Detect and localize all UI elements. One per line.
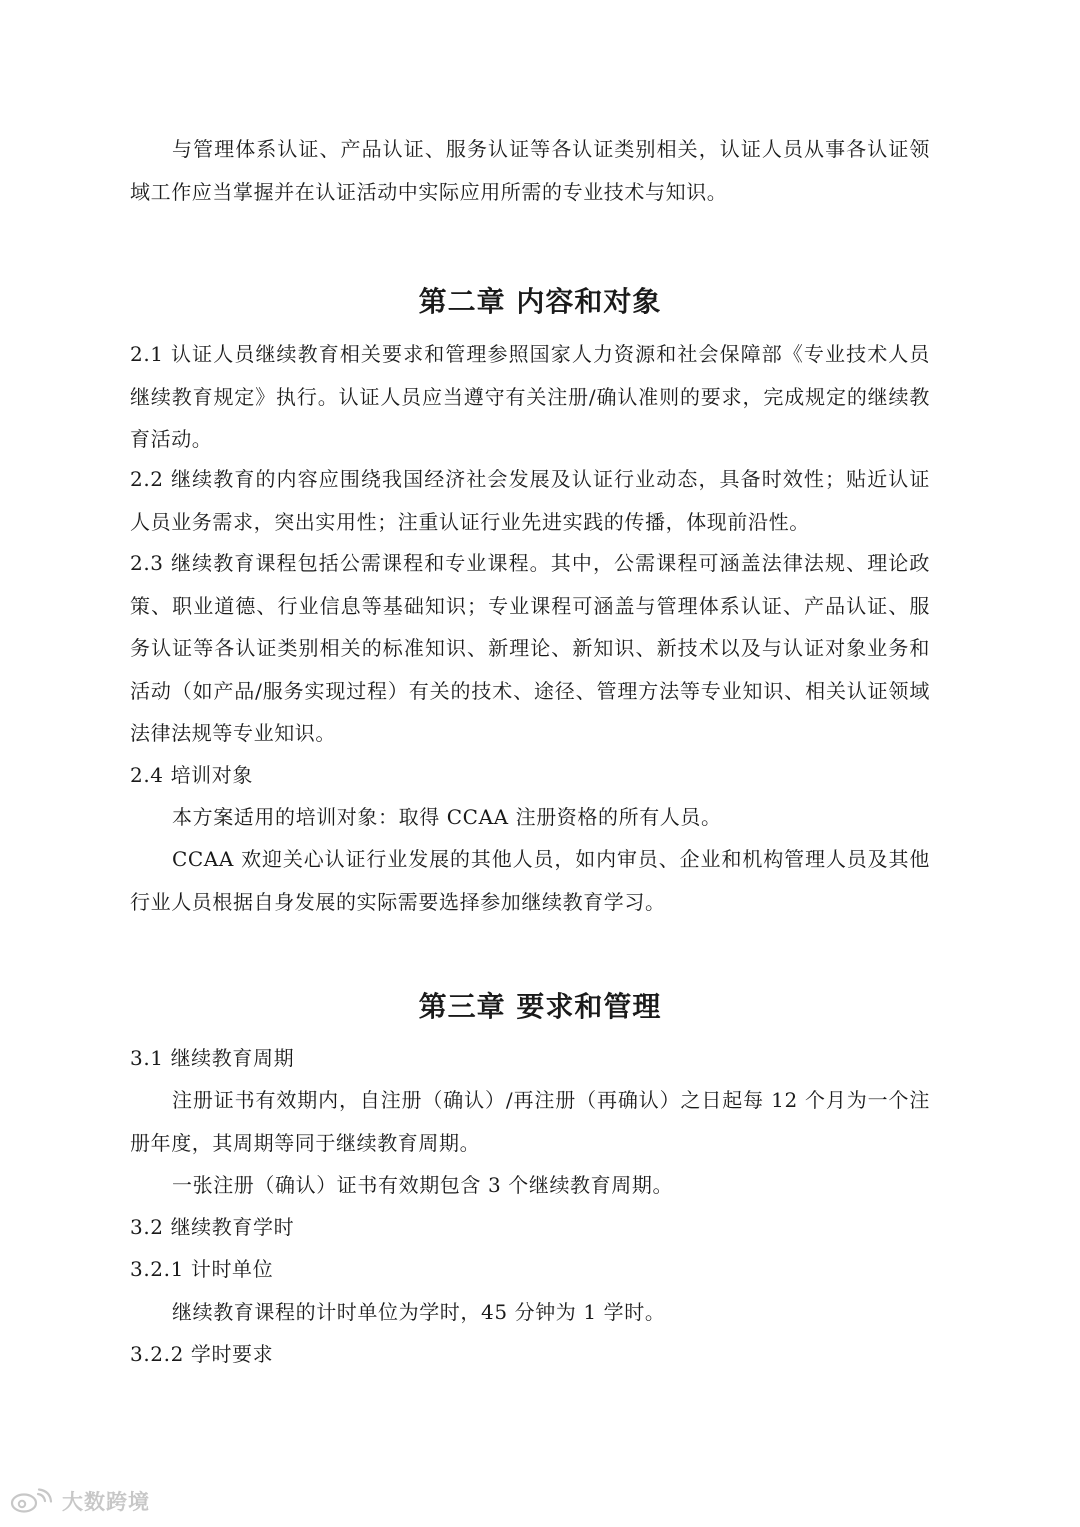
section-2-3: 2.3 继续教育课程包括公需课程和专业课程。其中，公需课程可涵盖法律法规、理论政策、职业道德、行业信息等基础知识；专业课程可涵盖与管理体系认证、产品认证、服务认证等各认证类别相关的标准知识、新理论、新知识、新技术以及与认证对象业务和活动（如产品/服务实现过程）有关的技术、途径、管理方法等专业知识、相关认证领域法律法规等专业知识。 bbox=[130, 551, 930, 745]
section-2-2: 2.2 继续教育的内容应围绕我国经济社会发展及认证行业动态，具备时效性；贴近认证人员业务需求，突出实用性；注重认证行业先进实践的传播，体现前沿性。 bbox=[130, 467, 930, 534]
watermark bbox=[10, 1488, 150, 1514]
chapter-2-title: 第二章 内容和对象 bbox=[418, 285, 662, 318]
section-3-2-heading: 3.2 继续教育学时 bbox=[130, 1215, 295, 1239]
section-3-1-heading: 3.1 继续教育周期 bbox=[130, 1046, 295, 1070]
intro-paragraph: 与管理体系认证、产品认证、服务认证等各认证类别相关，认证人员从事各认证领域工作应当掌握并在认证活动中实际应用所需的专业技术与知识。 bbox=[130, 137, 930, 204]
section-2-4-paragraph-1: 本方案适用的培训对象：取得 CCAA 注册资格的所有人员。 bbox=[172, 805, 722, 829]
section-3-2-2-heading: 3.2.2 学时要求 bbox=[130, 1342, 274, 1366]
section-3-2-1-paragraph: 继续教育课程的计时单位为学时，45 分钟为 1 学时。 bbox=[172, 1300, 666, 1324]
section-2-4-paragraph-2: CCAA 欢迎关心认证行业发展的其他人员，如内审员、企业和机构管理人员及其他行业人员根据自身发展的实际需要选择参加继续教育学习。 bbox=[130, 847, 930, 914]
section-2-4-heading: 2.4 培训对象 bbox=[130, 763, 253, 787]
section-3-2-1-heading: 3.2.1 计时单位 bbox=[130, 1257, 274, 1281]
section-3-1-paragraph-2: 一张注册（确认）证书有效期包含 3 个继续教育周期。 bbox=[172, 1173, 674, 1197]
weibo-style-logo-icon bbox=[10, 1488, 54, 1514]
section-3-1-paragraph-1: 注册证书有效期内，自注册（确认）/再注册（再确认）之日起每 12 个月为一个注册年度，其周期等同于继续教育周期。 bbox=[130, 1088, 930, 1155]
chapter-3-title: 第三章 要求和管理 bbox=[418, 990, 662, 1023]
watermark-text: 大数跨境 bbox=[62, 1490, 150, 1514]
section-2-1: 2.1 认证人员继续教育相关要求和管理参照国家人力资源和社会保障部《专业技术人员继续教育规定》执行。认证人员应当遵守有关注册/确认准则的要求，完成规定的继续教育活动。 bbox=[130, 342, 930, 451]
